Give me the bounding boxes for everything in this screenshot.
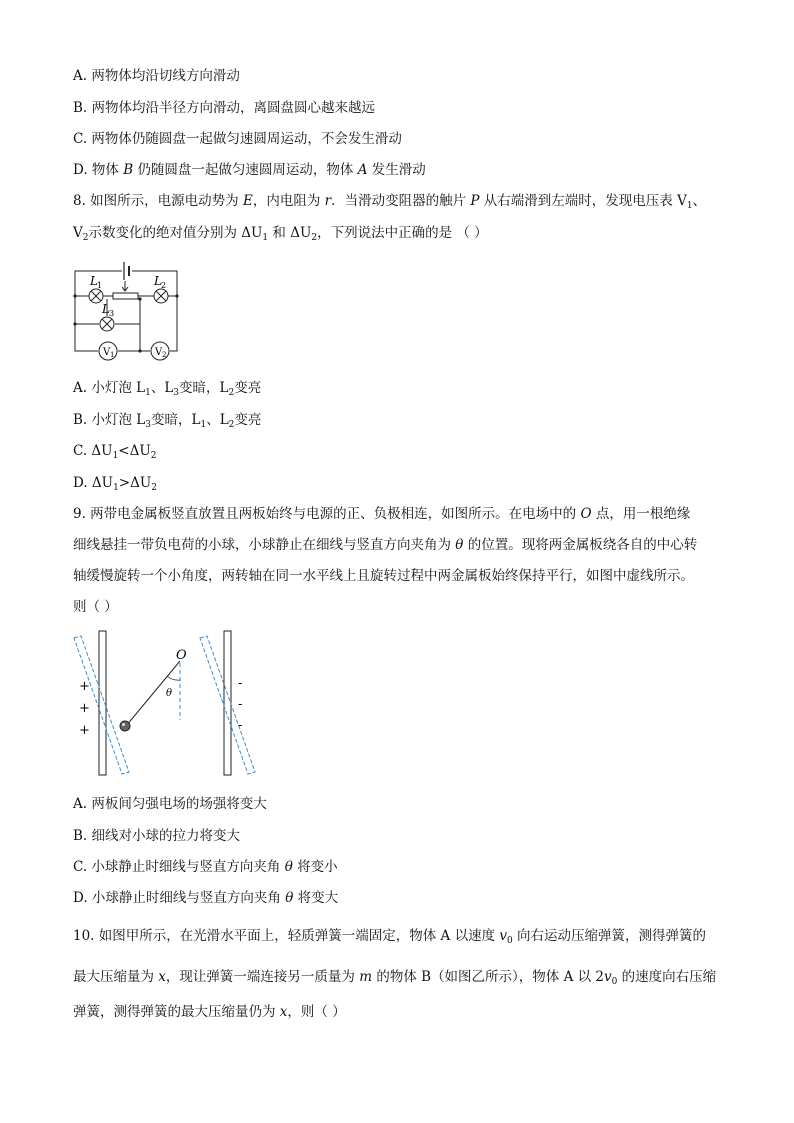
label-l2: L [154,274,162,288]
label-o: O [176,648,187,663]
q9-option-d: D. 小球静止时细线与竖直方向夹角 θ 将变大 [73,890,339,906]
q7-option-a: A. 两物体均沿切线方向滑动 [73,68,240,84]
q9-stem-line-2: 细线悬挂一带负电荷的小球，小球静止在细线与竖直方向夹角为 θ 的位置。现将两金属板绕各自的中心转 [73,537,698,553]
label-l3-sub: 3 [109,309,115,318]
label-v1: V [103,347,111,358]
label-l2-sub: 2 [161,281,167,290]
q9-option-b: B. 细线对小球的拉力将变大 [73,828,241,844]
q9-stem-line-4: 则（ ） [73,599,118,615]
label-v2: V [155,347,163,358]
label-l3: L [102,302,110,316]
label-v2-sub: 2 [162,351,167,359]
q9-capacitor-diagram [70,628,270,780]
q10-stem-line-2: 最大压缩量为 x，现让弹簧一端连接另一质量为 m 的物体 B（如图乙所示），物体 A 以 $2v_0$ 的速度向右压缩 [73,969,717,987]
q10-stem-line-1: 10. 如图甲所示，在光滑水平面上，轻质弹簧一端固定，物体 A 以速度 $v_0$ 向右运动压缩弹簧，测得弹簧的 [73,928,707,946]
q8-circuit-diagram [70,256,185,366]
plus-sign: + [79,723,90,738]
plus-sign: + [79,701,90,716]
label-l1: L [90,274,98,288]
q9-stem-line-3: 轴缓慢旋转一个小角度，两转轴在同一水平线上且旋转过程中两金属板始终保持平行，如图中虚线所示。 [73,568,694,584]
q7-option-d: D. 物体 B 仍随圆盘一起做匀速圆周运动，物体 A 发生滑动 [73,162,426,178]
q9-stem-line-1: 9. 两带电金属板竖直放置且两板始终与电源的正、负极相连，如图所示。在电场中的 O 点，用一根绝缘 [73,506,691,522]
q7-option-c: C. 两物体仍随圆盘一起做匀速圆周运动，不会发生滑动 [73,131,402,147]
minus-sign: - [238,718,243,733]
plus-sign: + [79,679,90,694]
label-theta: θ [166,688,173,699]
q8-stem-line-2: $V_2$示数变化的绝对值分别为 $\Delta U_1$ 和 $\Delta U_2$，下列说法中正确的是 （ ） [73,225,488,243]
q8-stem-line-1: 8. 如图所示，电源电动势为 E，内电阻为 r．当滑动变阻器的触片 P 从右端滑到左端时，发现电压表 $V_1$、 [73,193,707,211]
minus-sign: - [238,697,243,712]
q8-option-c: C. $\Delta U_1<\Delta U_2$ [73,443,157,461]
label-l1-sub: 1 [97,281,103,290]
q9-option-c: C. 小球静止时细线与竖直方向夹角 θ 将变小 [73,859,338,875]
q8-option-a: A. 小灯泡 $L_1$、$L_3$变暗，$L_2$变亮 [73,380,262,398]
label-v1-sub: 1 [110,351,115,359]
q8-option-d: D. $\Delta U_1>\Delta U_2$ [73,475,157,493]
q9-option-a: A. 两板间匀强电场的场强将变大 [73,796,267,812]
q8-option-b: B. 小灯泡 $L_3$变暗，$L_1$、$L_2$变亮 [73,412,262,430]
q7-option-b: B. 两物体均沿半径方向滑动，离圆盘圆心越来越远 [73,100,376,116]
minus-sign: - [238,676,243,691]
q10-stem-line-3: 弹簧，测得弹簧的最大压缩量仍为 x，则（ ） [73,1004,346,1020]
